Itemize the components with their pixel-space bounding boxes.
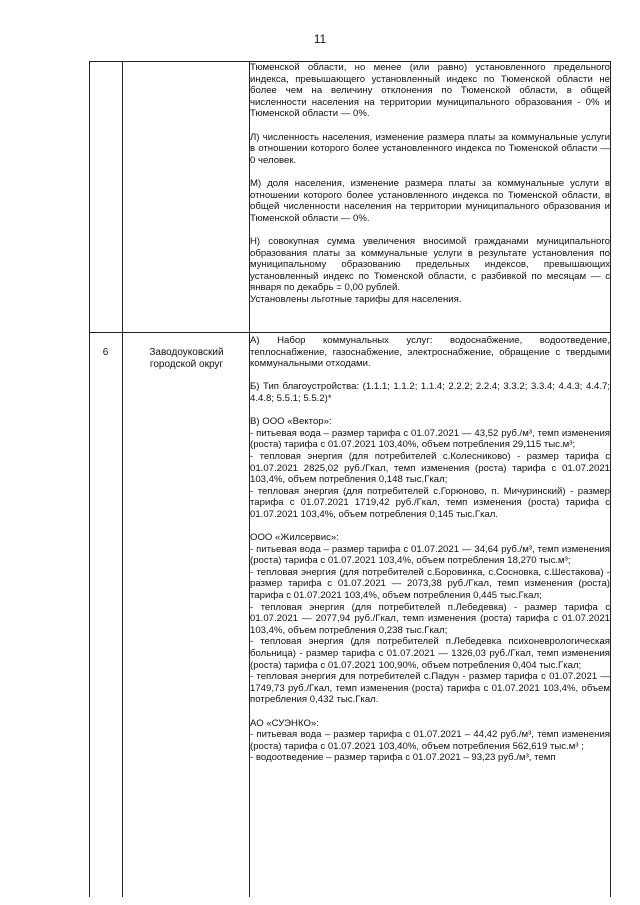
page-number: 11 (313, 32, 327, 46)
document-table (89, 61, 611, 897)
paragraph: М) доля населения, изменение размера платы за коммунальные услуги в отношении которого более установленного индекса по Тюменской области, в общей численности населения на территории муниципального образования и Тюменской области — 0%. (250, 177, 610, 224)
paragraph: - водоотведение – размер тарифа с 01.07.2021 – 93,23 руб./м³, темп (250, 752, 556, 764)
paragraph: - тепловая энергия (для потребителей с.Колесниково) - размер тарифа с 01.07.2021 2825,02 руб./Гкал, темп изменения (роста) тарифа с 01.07.2021 103,4%, объем потребления 0,148 тыс.Гкал; (250, 450, 610, 486)
paragraph-gap (250, 166, 610, 178)
paragraph: - тепловая энергия (для потребителей п.Лебедевка психоневрологическая больница) - размер тарифа с 01.07.2021 — 1326,03 руб./Гкал, темп изменения (роста) тарифа с 01.07.2021 100,90%, объем потребления 0,404 тыс.Гкал; (250, 636, 610, 671)
paragraph: - питьевая вода – размер тарифа с 01.07.2021 – 44,42 руб./м³, темп изменения (роста) тарифа с 01.07.2021 103,40%, объем потребления 562,619 тыс.м³ ; (250, 729, 610, 752)
paragraph: - тепловая энергия (для потребителей п.Лебедевка) - размер тарифа с 01.07.2021 — 2077,94 руб./Гкал, темп изменения (роста) тарифа с 01.07.2021 103,4%, объем потребления 0,238 тыс.Гкал; (250, 601, 610, 636)
table-border-left (89, 61, 90, 897)
paragraph-gap (250, 706, 610, 718)
paragraph-gap (250, 224, 610, 236)
paragraph: АО «СУЭНКО»: (250, 717, 319, 729)
paragraph: В) ООО «Вектор»: (250, 416, 332, 428)
paragraph: - тепловая энергия (для потребителей с.Горюново, п. Мичуринский) - размер тарифа с 01.07.2021 1719,42 руб./Гкал, темп изменения (роста) тарифа с 01.07.2021 103,4%, объем потребления 0,145 тыс.Гкал. (250, 485, 610, 520)
paragraph-gap (250, 405, 610, 417)
table-column-divider (122, 61, 123, 897)
row-5-content (250, 62, 610, 305)
paragraph: ООО «Жилсервис»: (250, 532, 339, 544)
row-6-number: 6 (102, 347, 109, 358)
paragraph: Б) Тип благоустройства: (1.1.1; 1.1.2; 1.1.4; 2.2.2; 2.2.4; 3.3.2; 3.3.4; 4.4.3; 4.4.7; 4.4.8; 5.5.1; 5.5.2)* (250, 381, 610, 404)
paragraph: Н) совокупная сумма увеличения вносимой гражданами муниципального образования платы за коммунальные услуги в результате установления по муниципальному образованию предельных индексов, превышающих установленный индекс по Тюменской области, с разбивкой по месяцам — с января по декабрь = 0,00 рублей. (250, 235, 610, 294)
paragraph-gap (250, 521, 610, 533)
paragraph: - питьевая вода – размер тарифа с 01.07.2021 — 34,64 руб./м³, темп изменения (роста) тарифа с 01.07.2021 103,4%, объем потребления 18,270 тыс.м³; (250, 543, 610, 567)
table-row-divider (89, 332, 611, 333)
paragraph: Установлены льготные тарифы для населения. (250, 293, 462, 305)
paragraph: - питьевая вода – размер тарифа с 01.07.2021 — 43,52 руб./м³, темп изменения (роста) тарифа с 01.07.2021 103,40%, объем потребления 29,115 тыс.м³; (250, 427, 610, 451)
paragraph: А) Набор коммунальных услуг: водоснабжение, водоотведение, теплоснабжение, газоснабжение, электроснабжение, обращение с твердыми коммунальными отходами. (250, 335, 610, 370)
paragraph-gap (250, 120, 610, 132)
row-6-municipality: Заводоуковский городской округ (149, 347, 224, 370)
paragraph: Л) численность населения, изменение размера платы за коммунальные услуги в отношении которого более установленного индекса по Тюменской области — 0 человек. (250, 131, 610, 166)
paragraph-gap (250, 370, 610, 382)
row-6-content (250, 335, 610, 764)
paragraph: - тепловая энергия (для потребителей с.Боровинка, с.Сосновка, с.Шестакова) - размер тарифа с 01.07.2021 — 2073,38 руб./Гкал, темп изменения (роста) тарифа с 01.07.2021 103,4%, объем потребления 0,445 тыс.Гкал; (250, 566, 610, 602)
paragraph: Тюменской области, но менее (или равно) установленного предельного индекса, превышающего установленный индекс по Тюменской области не более чем на величину отклонения по Тюменской области, в общей численности населения на территории муниципального образования - 0% и Тюменской области — 0%. (250, 62, 610, 120)
table-border-right (610, 61, 611, 897)
paragraph: - тепловая энергия для потребителей с.Падун - размер тарифа с 01.07.2021 — 1749,73 руб./Гкал, темп изменения (роста) тарифа с 01.07.2021 103,4%, объем потребления 0,432 тыс.Гкал. (250, 671, 610, 706)
